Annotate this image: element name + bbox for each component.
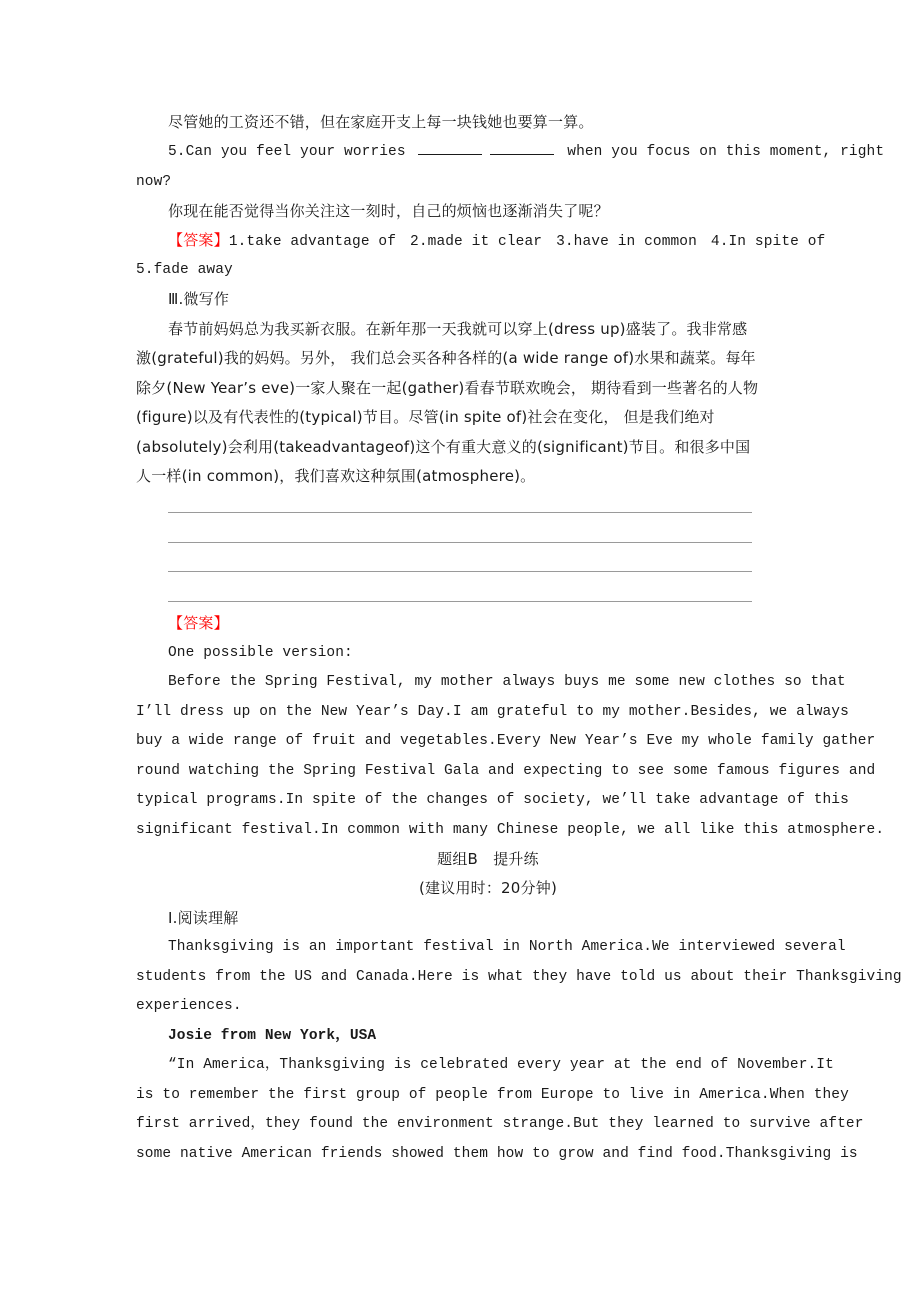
version-label: One possible version:	[168, 645, 353, 661]
answer-5: 5.fade away	[136, 262, 233, 278]
intro-line: students from the US and Canada.Here is what they have told us about their Thanksgiving	[136, 969, 902, 985]
essay-line: typical programs.In spite of the changes of society, we’ll take advantage of this	[136, 792, 849, 808]
intro-line: Thanksgiving is an important festival in North America.We interviewed several	[168, 939, 846, 955]
answer-tag: 【答案】	[168, 231, 229, 249]
prompt-line: 除夕(New Year’s eve)一家人聚在一起(gather)看春节联欢晚会， 期待看到一些著名的人物	[136, 379, 759, 397]
question-5-text-after: when you focus on this moment, right	[567, 144, 885, 160]
micro-writing-heading: Ⅲ.微写作	[168, 290, 230, 308]
quote-line: first arrived，they found the environment strange.But they learned to survive after	[136, 1116, 864, 1132]
speaker-heading: Josie from New York，USA	[168, 1028, 377, 1044]
prompt-line: (figure)以及有代表性的(typical)节目。尽管(in spite of)社会在变化， 但是我们绝对	[136, 408, 715, 426]
prompt-line: 人一样(in common)，我们喜欢这种氛围(atmosphere)。	[136, 467, 536, 485]
essay-line: significant festival.In common with many Chinese people, we all like this atmosphere.	[136, 822, 885, 838]
writing-line[interactable]	[168, 601, 752, 602]
answer-1: 1.take advantage of	[228, 234, 397, 250]
quote-line: is to remember the first group of people from Europe to live in America.When they	[136, 1087, 849, 1103]
quote-line: “In America，Thanksgiving is celebrated every year at the end of November.It	[168, 1057, 834, 1073]
prompt-line: 激(grateful)我的妈妈。另外， 我们总会买各种各样的(a wide range of)水果和蔬菜。每年	[136, 349, 756, 367]
intro-line: experiences.	[136, 998, 242, 1014]
essay-line: round watching the Spring Festival Gala and expecting to see some famous figures and	[136, 763, 876, 779]
writing-line[interactable]	[168, 512, 752, 513]
translation-4: 尽管她的工资还不错，但在家庭开支上每一块钱她也要算一算。	[168, 113, 594, 131]
answer-blank-1[interactable]	[418, 142, 482, 155]
question-5-text-before: Can you feel your worries	[185, 144, 406, 160]
reading-heading: Ⅰ.阅读理解	[168, 909, 239, 927]
essay-line: Before the Spring Festival, my mother always buys me some new clothes so that	[168, 674, 846, 690]
answer-2: 2.made it clear	[410, 234, 543, 250]
writing-line[interactable]	[168, 542, 752, 543]
suggested-time: (建议用时：20分钟)	[419, 879, 557, 897]
question-5-continuation: now?	[136, 174, 172, 190]
essay-line: buy a wide range of fruit and vegetables.Every New Year’s Eve my whole family gather	[136, 733, 876, 749]
answer-blank-2[interactable]	[490, 142, 554, 155]
answer-key	[168, 230, 825, 252]
writing-line[interactable]	[168, 571, 752, 572]
prompt-line: 春节前妈妈总为我买新衣服。在新年那一天我就可以穿上(dress up)盛装了。我非常感	[168, 320, 748, 338]
prompt-line: (absolutely)会利用(takeadvantageof)这个有重大意义的(significant)节目。和很多中国	[136, 438, 751, 456]
quote-line: some native American friends showed them how to grow and find food.Thanksgiving is	[136, 1146, 858, 1162]
answer-4: 4.In spite of	[710, 234, 826, 250]
question-5	[168, 142, 884, 162]
question-5-translation: 你现在能否觉得当你关注这一刻时，自己的烦恼也逐渐消失了呢？	[168, 202, 609, 220]
writing-answer-tag: 【答案】	[168, 614, 229, 632]
question-5-number: 5.	[168, 144, 186, 160]
answer-3: 3.have in common	[556, 234, 697, 250]
group-b-title: 题组B 提升练	[437, 850, 539, 868]
essay-line: I’ll dress up on the New Year’s Day.I am grateful to my mother.Besides, we always	[136, 704, 849, 720]
